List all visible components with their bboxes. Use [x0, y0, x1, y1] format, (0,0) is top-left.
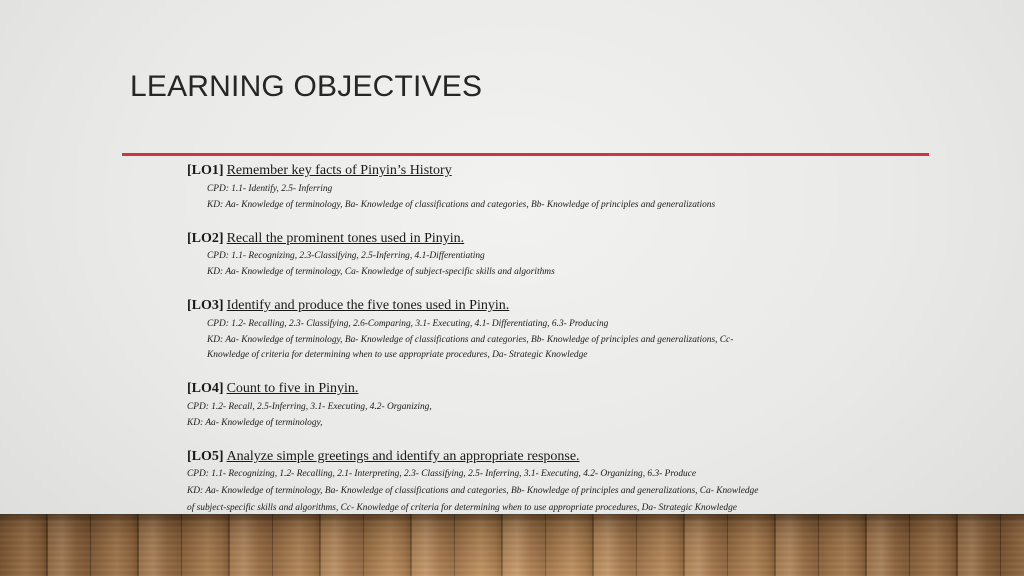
objective-kd: KD: Aa- Knowledge of terminology, Ba- Knowledge of classifications and categories, Bb- Knowledge of principles and generalizations	[207, 199, 716, 210]
floor-shading	[0, 514, 1024, 576]
learning-objective-5	[187, 448, 758, 517]
slide-title: LEARNING OBJECTIVES	[130, 70, 483, 103]
learning-objective-1	[187, 162, 715, 213]
objective-heading	[187, 448, 758, 466]
objective-kd: KD: Aa- Knowledge of terminology, Ba- Knowledge of classifications and categories, Bb- Knowledge of principles and generalizations, Cc-	[207, 334, 734, 345]
objective-heading	[187, 230, 555, 248]
objective-cpd: CPD: 1.2- Recall, 2.5-Inferring, 3.1- Executing, 4.2- Organizing,	[187, 402, 432, 412]
objective-kd: KD: Aa- Knowledge of terminology,	[187, 417, 323, 428]
learning-objective-3	[187, 297, 733, 364]
objective-cpd: CPD: 1.1- Recognizing, 2.3-Classifying, 2.5-Inferring, 4.1-Differentiating	[207, 251, 485, 261]
objective-text: Remember key facts of Pinyin’s History	[226, 163, 452, 178]
objective-kd-continued: of subject-specific skills and algorithms, Cc- Knowledge of criteria for determining when to use appropriate procedures, Da- Strategic Knowledge	[187, 502, 737, 513]
title-divider	[122, 153, 929, 156]
learning-objective-4	[187, 380, 432, 431]
objective-cpd: CPD: 1.2- Recalling, 2.3- Classifying, 2.6-Comparing, 3.1- Executing, 4.1- Differentiating, 6.3- Producing	[207, 319, 609, 329]
learning-objective-2	[187, 230, 555, 280]
objective-kd-continued: Knowledge of criteria for determining when to use appropriate procedures, Da- Strategic Knowledge	[207, 350, 588, 360]
objective-text: Recall the prominent tones used in Pinyin.	[226, 231, 465, 246]
objective-tag: [LO1]	[187, 163, 224, 178]
objective-text: Count to five in Pinyin.	[226, 381, 359, 396]
objective-tag: [LO2]	[187, 231, 224, 246]
objective-text: Analyze simple greetings and identify an appropriate response.	[226, 449, 580, 464]
wooden-floor-decoration	[0, 514, 1024, 576]
objective-text: Identify and produce the five tones used in Pinyin.	[226, 298, 510, 313]
objective-heading	[187, 297, 733, 315]
objective-tag: [LO3]	[187, 298, 224, 313]
objective-tag: [LO4]	[187, 381, 224, 396]
objective-kd: KD: Aa- Knowledge of terminology, Ca- Knowledge of subject-specific skills and algorithms	[207, 266, 555, 277]
objective-kd: KD: Aa- Knowledge of terminology, Ba- Knowledge of classifications and categories, Bb- Knowledge of principles and generalizations, Ca- Knowledge	[187, 485, 759, 496]
objective-cpd: CPD: 1.1- Identify, 2.5- Inferring	[207, 184, 333, 194]
objective-cpd: CPD: 1.1- Recognizing, 1.2- Recalling, 2.1- Interpreting, 2.3- Classifying, 2.5- Inferring, 3.1- Executing, 4.2- Organizing, 6.3- Produce	[187, 469, 697, 479]
objective-tag: [LO5]	[187, 449, 224, 464]
objective-heading	[187, 380, 432, 398]
objective-heading	[187, 162, 715, 180]
